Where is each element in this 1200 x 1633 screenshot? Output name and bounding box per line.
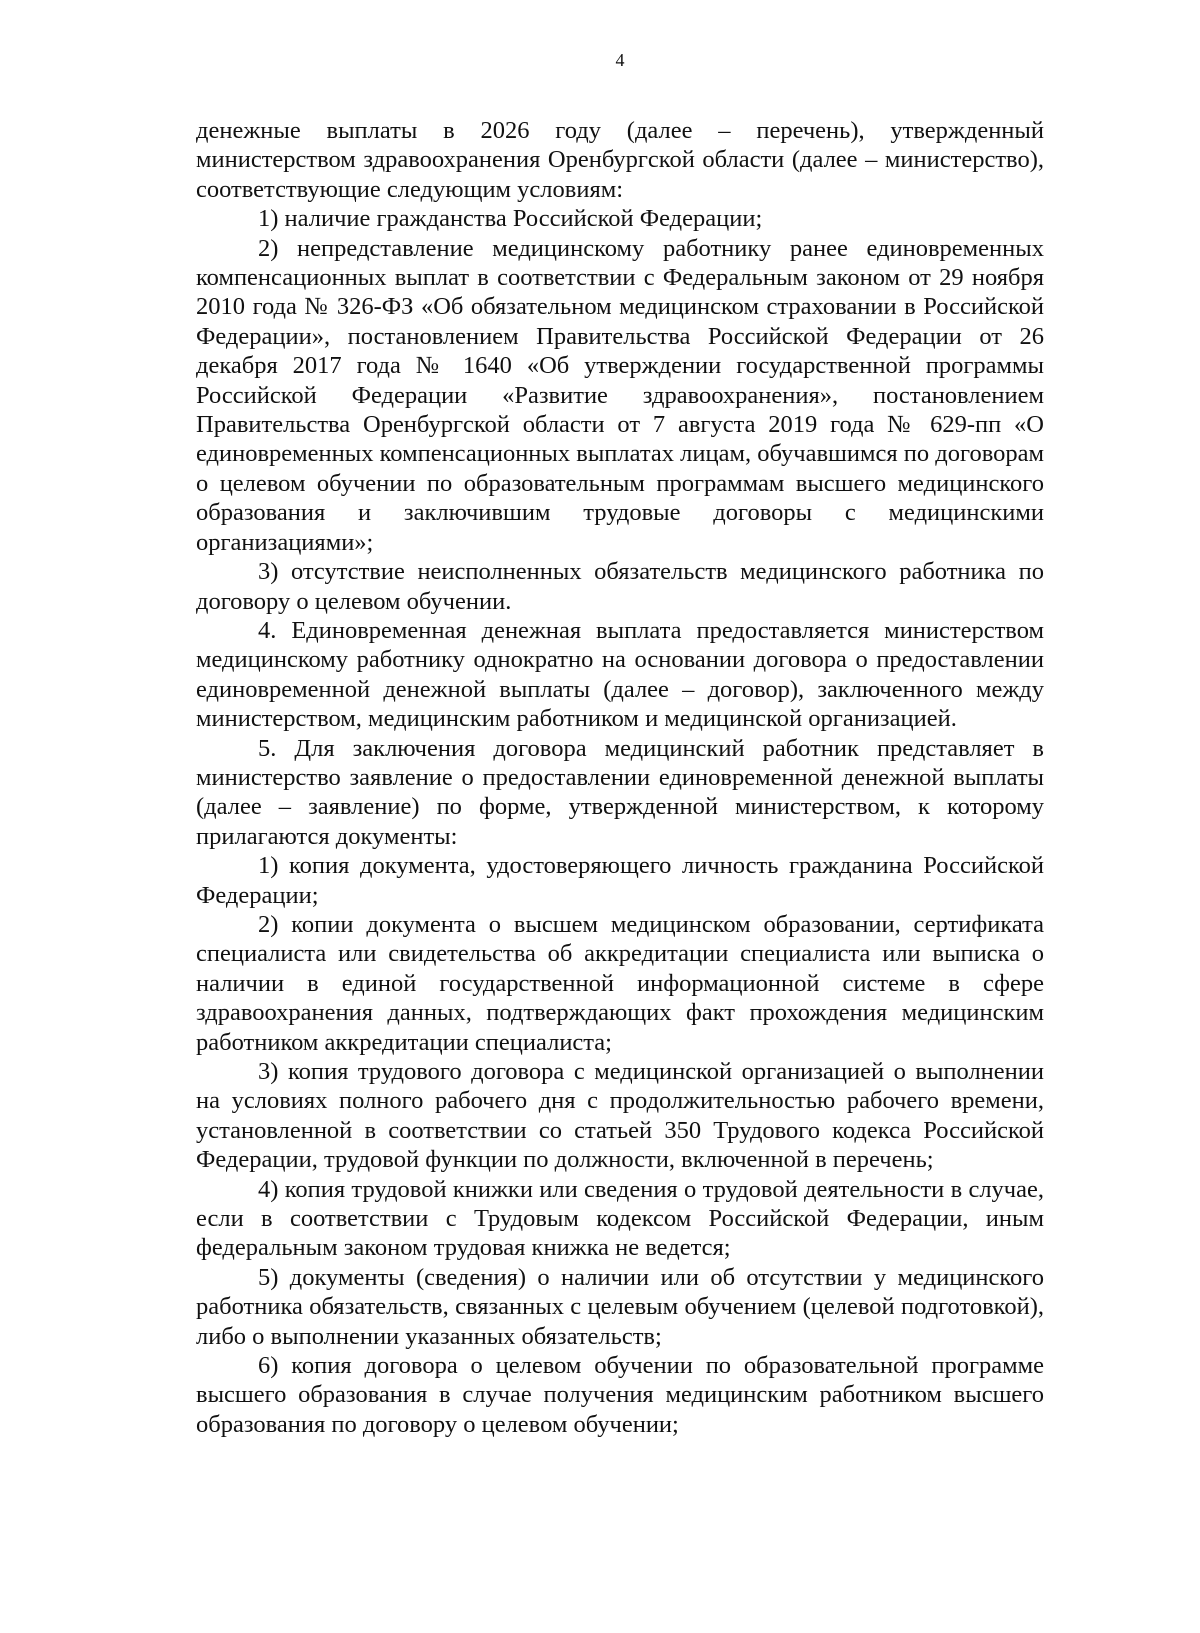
paragraph-condition-1: 1) наличие гражданства Российской Федерации;	[258, 205, 763, 233]
paragraph-continuation: денежные выплаты в 2026 году (далее – перечень), утвержденный министерством здравоохранения Оренбургской области (далее – министерство), соответствующие следующим условиям:	[196, 117, 1044, 203]
paragraph-document-6: 6) копия договора о целевом обучении по образовательной программе высшего образования в случае получения медицинским работником высшего образования по договору о целевом обучении;	[196, 1352, 1044, 1438]
paragraph-document-5: 5) документы (сведения) о наличии или об отсутствии у медицинского работника обязательств, связанных с целевым обучением (целевой подготовкой), либо о выполнении указанных обязательств;	[196, 1263, 1044, 1350]
paragraph-clause-4: 4. Единовременная денежная выплата предоставляется министерством медицинскому работнику однократно на основании договора о предоставлении единовременной денежной выплаты (далее – договор), заключенного между министерством, медицинским работником и медицинской организацией.	[196, 616, 1044, 733]
document-body	[196, 116, 1044, 1439]
paragraph-document-2: 2) копии документа о высшем медицинском образовании, сертификата специалиста или свидетельства об аккредитации специалиста или выписка о наличии в единой государственной информационной системе в сфере здравоохранения данных, подтверждающих факт прохождения медицинским работником аккредитации специалиста;	[196, 910, 1044, 1056]
page-number: 4	[615, 50, 625, 70]
paragraph-document-4: 4) копия трудовой книжки или сведения о трудовой деятельности в случае, если в соответствии с Трудовым кодексом Российской Федерации, иным федеральным законом трудовая книжка не ведется;	[196, 1175, 1044, 1262]
paragraph-condition-2: 2) непредставление медицинскому работнику ранее единовременных компенсационных выплат в соответствии с Федеральным законом от 29 ноября 2010 года № 326-ФЗ «Об обязательном медицинском страховании в Российской Федерации», постановлением Правительства Российской Федерации от 26 декабря 2017 года № 1640 «Об утверждении государственной программы Российской Федерации «Развитие здравоохранения», постановлением Правительства Оренбургской области от 7 августа 2019 года № 629-пп «О единовременных компенсационных выплатах лицам, обучавшимся по договорам о целевом обучении по образовательным программам высшего медицинского образования и заключившим трудовые договоры с медицинскими организациями»;	[196, 234, 1044, 556]
paragraph-condition-3: 3) отсутствие неисполненных обязательств медицинского работника по договору о целевом обучении.	[196, 558, 1044, 615]
paragraph-document-1: 1) копия документа, удостоверяющего личность гражданина Российской Федерации;	[196, 852, 1044, 909]
paragraph-clause-5: 5. Для заключения договора медицинский работник представляет в министерство заявление о предоставлении единовременной денежной выплаты (далее – заявление) по форме, утвержденной министерством, к которому прилагаются документы:	[196, 734, 1044, 850]
paragraph-document-3: 3) копия трудового договора с медицинской организацией о выполнении на условиях полного рабочего дня с продолжительностью рабочего времени, установленной в соответствии со статьей 350 Трудового кодекса Российской Федерации, трудовой функции по должности, включенной в перечень;	[196, 1058, 1044, 1174]
